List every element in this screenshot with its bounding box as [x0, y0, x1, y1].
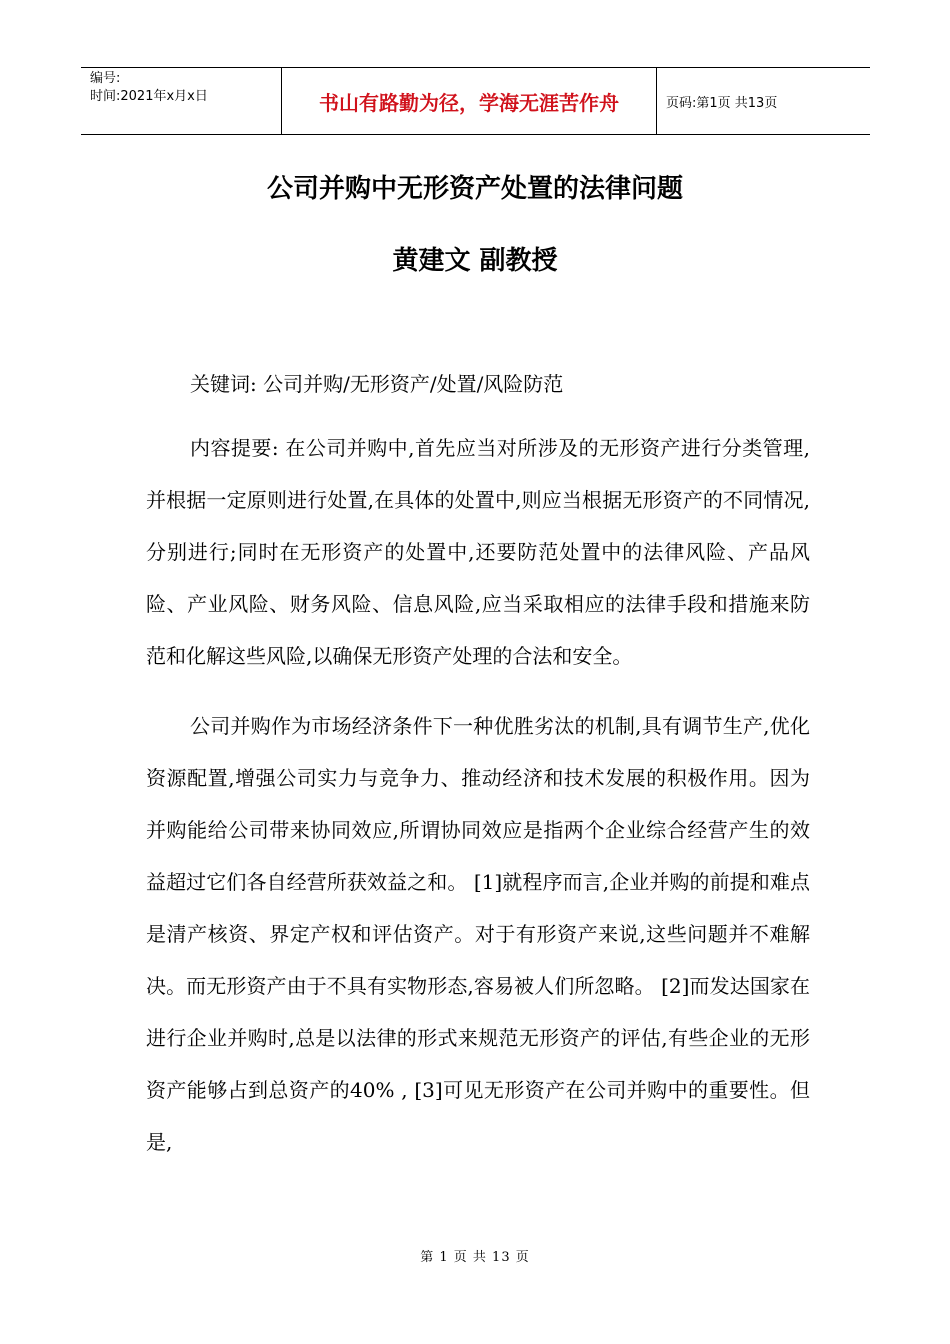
document-author: 黄建文 副教授	[392, 246, 558, 276]
header-meta-cell	[81, 68, 282, 134]
header-motto: 书山有路勤为径，学海无涯苦作舟	[319, 90, 619, 115]
header-time-label: 时间:2021年x月x日	[90, 89, 208, 104]
header-motto-cell	[282, 68, 657, 134]
body-paragraph: 公司并购作为市场经济条件下一种优胜劣汰的机制,具有调节生产,优化资源配置,增强公司实力与竞争力、推动经济和技术发展的积极作用。因为并购能给公司带来协同效应,所谓协同效应是指两个企业综合经营产生的效益超过它们各自经营所获效益之和。 [1]就程序而言,企业并购的前提和难点是清产核资、界定产权和评估资产。对于有形资产来说,这些问题并不难解决。而无形资产由于不具有实物形态,容易被人们所忽略。 [2]而发达国家在进行企业并购时,总是以法律的形式来规范无形资产的评估,有些企业的无形资产能够占到总资产的40% , [3]可见无形资产在公司并购中的重要性。但是,	[146, 714, 810, 1154]
document-body	[146, 358, 810, 1168]
document-header	[81, 67, 870, 135]
keywords-paragraph: 关键词: 公司并购/无形资产/处置/风险防范	[190, 372, 564, 396]
header-page-info: 页码:第1页 共13页	[666, 95, 778, 111]
page-footer: 第 1 页 共 13 页	[420, 1250, 530, 1265]
document-title: 公司并购中无形资产处置的法律问题	[266, 174, 683, 204]
header-page-cell	[657, 68, 870, 134]
abstract-paragraph: 内容提要: 在公司并购中,首先应当对所涉及的无形资产进行分类管理,并根据一定原则进行处置,在具体的处置中,则应当根据无形资产的不同情况,分别进行;同时在无形资产的处置中,还要防范处置中的法律风险、产品风险、产业风险、财务风险、信息风险,应当采取相应的法律手段和措施来防范和化解这些风险,以确保无形资产处理的合法和安全。	[146, 436, 810, 668]
header-code-label: 编号:	[90, 71, 121, 86]
